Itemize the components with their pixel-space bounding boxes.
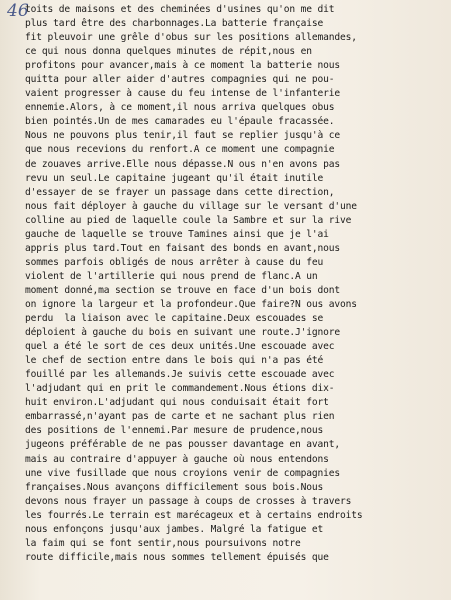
text-line: revu un seul.Le capitaine jugeant qu'il était inutile: [25, 172, 324, 184]
text-line: fouillé par les allemands.Je suivis cette escouade avec: [25, 369, 335, 381]
text-line: fit pleuvoir une grêle d'obus sur les positions allemandes,: [25, 32, 357, 44]
text-line: gauche de laquelle se trouve Tamines ainsi que je l'ai: [25, 228, 329, 240]
text-line: perdu la liaison avec le capitaine.Deux escouades se: [25, 313, 324, 325]
text-line: bien pointés.Un de mes camarades eu l'épaule fracassée.: [25, 116, 335, 128]
text-line: françaises.Nous avançons difficilement sous bois.Nous: [25, 481, 324, 493]
text-line: nous fait déployer à gauche du village sur le versant d'une: [25, 200, 357, 212]
text-line: embarrassé,n'ayant pas de carte et ne sachant plus rien: [25, 411, 335, 423]
text-line: l'adjudant qui en prit le commandement.Nous étions dix-: [25, 383, 335, 395]
text-line: devons nous frayer un passage à coups de crosses à travers: [25, 495, 352, 507]
text-line: la faim qui se font sentir,nous poursuivons notre: [25, 537, 301, 549]
text-line: quitta pour aller aider d'autres compagnies qui ne pou-: [25, 74, 335, 86]
text-line: plus tard être des charbonnages.La batterie française: [25, 18, 324, 30]
text-line: on ignore la largeur et la profondeur.Que faire?N ous avons: [25, 298, 357, 310]
text-line: moment donné,ma section se trouve en face d'un bois dont: [25, 284, 341, 296]
text-line: que nous recevions du renfort.A ce moment une compagnie: [25, 144, 335, 156]
text-line: mais au contraire d'appuyer à gauche où nous entendons: [25, 453, 329, 465]
text-line: violent de l'artillerie qui nous prend de flanc.A un: [25, 270, 318, 282]
text-line: une vive fusillade que nous croyions venir de compagnies: [25, 467, 341, 479]
text-line: appris plus tard.Tout en faisant des bonds en avant,nous: [25, 242, 341, 254]
text-line: déploient à gauche du bois en suivant une route.J'ignore: [25, 327, 341, 339]
text-line: des positions de l'ennemi.Par mesure de prudence,nous: [25, 425, 324, 437]
text-line: les fourrés.Le terrain est marécageux et à certains endroits: [25, 509, 363, 521]
text-line: colline au pied de laquelle coule la Sambre et sur la rive: [25, 214, 352, 226]
text-line: toits de maisons et des cheminées d'usines qu'on me dit: [25, 4, 335, 15]
text-line: route difficile,mais nous sommes tellement épuisés que: [25, 551, 329, 563]
text-line: d'essayer de se frayer un passage dans cette direction,: [25, 186, 335, 198]
text-line: profitons pour avancer,mais à ce moment la batterie nous: [25, 60, 341, 72]
text-line: quel a été le sort de ces deux unités.Une escouade avec: [25, 341, 335, 353]
text-line: nous enfonçons jusqu'aux jambes. Malgré la fatigue et: [25, 523, 324, 535]
text-line: le chef de section entre dans le bois qui n'a pas été: [25, 355, 324, 367]
text-line: Nous ne pouvons plus tenir,il faut se replier jusqu'à ce: [25, 130, 341, 142]
text-line: de zouaves arrive.Elle nous dépasse.N ous n'en avons pas: [25, 158, 341, 170]
text-line: huit environ.L'adjudant qui nous conduisait était fort: [25, 397, 329, 409]
text-line: ce qui nous donna quelques minutes de répit,nous en: [25, 46, 312, 58]
text-line: sommes parfois obligés de nous arrêter à cause du feu: [25, 256, 324, 268]
typed-text-body: [25, 3, 451, 565]
text-line: vaient progresser à cause du feu intense de l'infanterie: [25, 88, 341, 100]
text-line: ennemie.Alors, à ce moment,il nous arriva quelques obus: [25, 102, 335, 114]
text-line: jugeons préférable de ne pas pousser davantage en avant,: [25, 439, 341, 451]
page-number: 46: [7, 1, 29, 21]
